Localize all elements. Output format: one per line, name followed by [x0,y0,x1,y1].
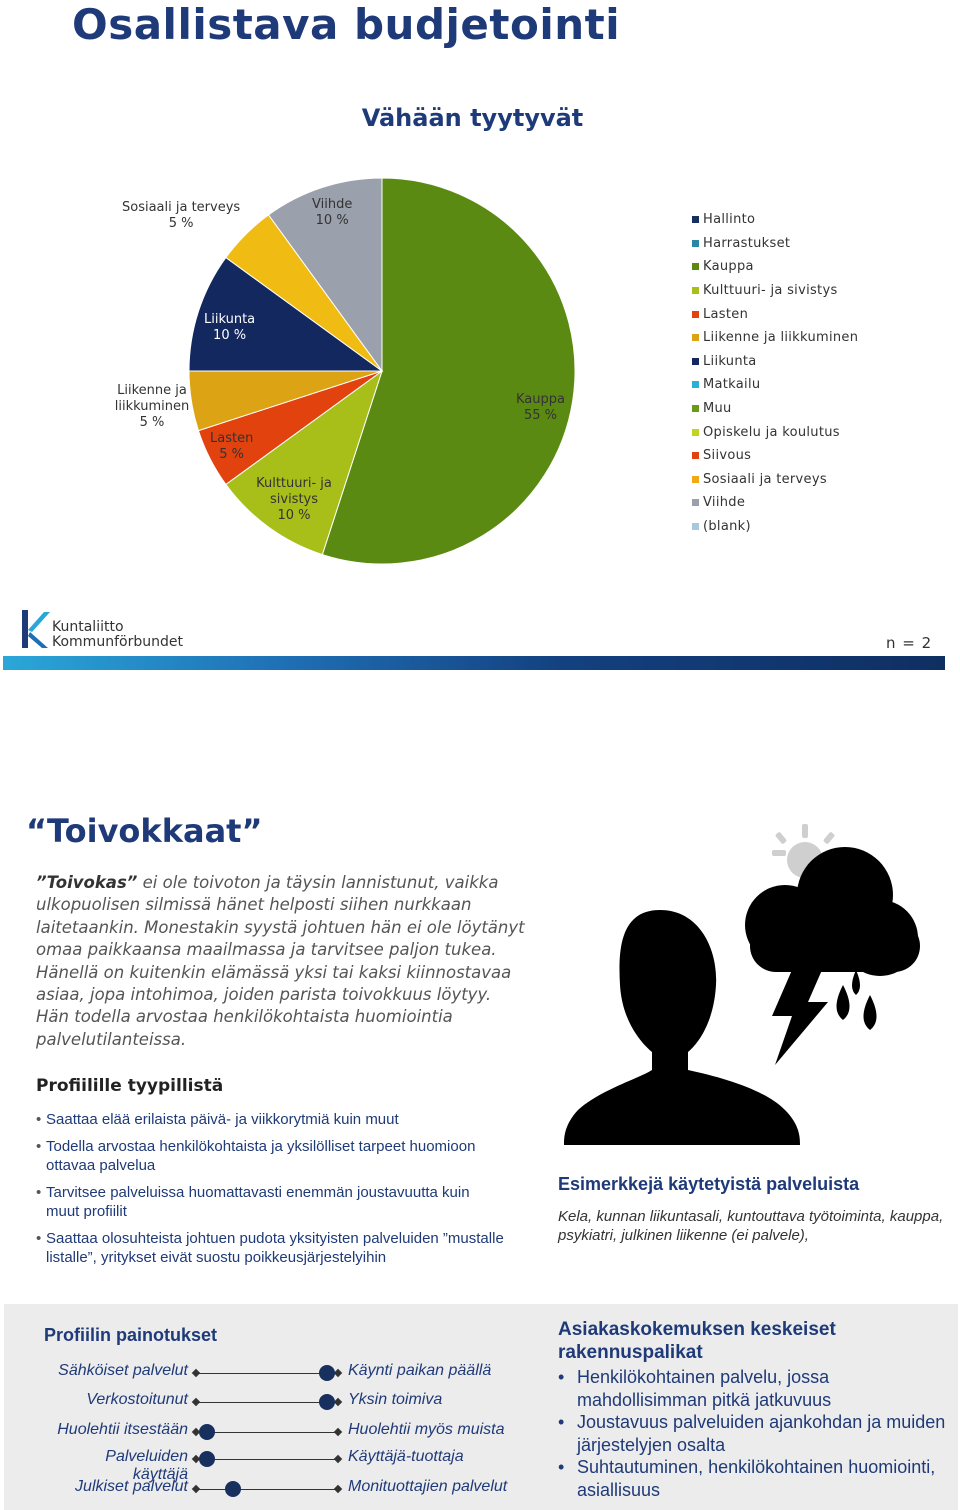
chart-title: Vähään tyytyvät [361,104,584,132]
legend-item [692,279,858,303]
title-text: Toivokkaat [47,812,242,850]
legend-swatch [692,476,699,483]
scale-right-label: Monituottajien palvelut [348,1478,508,1495]
pie-label-value: 10 % [277,508,311,523]
desc-lead: ”Toivokas” [36,873,138,892]
scale-marker [319,1365,335,1381]
pie-label-value: 5 % [139,415,165,430]
legend-label: Viihde [703,495,746,511]
logo-text [52,620,183,650]
scale-right-label: Käyttäjä-tuottaja [348,1448,464,1465]
list-item: • Tarvitsee palveluissa huomattavasti enemmän joustavuutta kuin muut profiilit [36,1183,506,1221]
scale-line [196,1489,338,1490]
building-blocks-heading: Asiakaskokemuksen keskeiset rakennuspalikat [558,1319,836,1363]
pie-label-name: Kauppa [516,392,565,407]
legend-item [692,373,858,397]
pie-label-name: Liikenne ja liikkuminen [114,383,190,414]
pie-label-value: 5 % [168,216,194,231]
legend-label: Kulttuuri- ja sivistys [703,283,838,299]
legend-swatch [692,381,699,388]
legend-item [692,468,858,492]
scale-right-label: Yksin toimiva [348,1391,443,1408]
scale-left-label: Sähköiset palvelut [58,1362,188,1379]
pie-label-value: 5 % [219,447,245,462]
profile-description [36,872,526,1051]
gradient-divider [3,656,945,670]
desc-rest: ei ole toivoton ja täysin lannistunut, vaikka ulkopuolisen silmissä hänet helposti siihen nurkkaan laitetaankin. Monestakin syystä johtuen hän ei ole löytänyt omaa paikkaansa maailmassa ja tarvitsee paljon tukea. Hänellä on kuitenkin elämässä yksi tai kaksi kiinnostavaa asiaa, jopa intohimoa, joiden parista toivokkuus löytyy. Hän todella arvostaa henkilökohtaista huomiointia palvelutilanteissa. [36,873,525,1049]
legend-swatch [692,287,699,294]
scale-left-label: Huolehtii itsestään [57,1421,188,1438]
legend-item [692,326,858,350]
legend-label: Kauppa [703,259,754,275]
legend-swatch [692,452,699,459]
pie-label-liikunta [204,312,255,344]
scale-left-label: Julkiset palvelut [75,1478,188,1495]
legend-item [692,515,858,539]
pie-label-kulttuuri [252,476,336,524]
legend-item [692,491,858,515]
kuntaliitto-logo-icon [18,608,52,650]
legend-item [692,255,858,279]
legend-label: Lasten [703,306,749,322]
scale-left-label: Palveluiden käyttäjä [105,1448,188,1483]
title-open-quote: “ [26,812,48,850]
list-item: • Todella arvostaa henkilökohtaista ja yksilölliset tarpeet huomioon ottavaa palvelua [36,1137,506,1175]
legend-label: Matkailu [703,377,761,393]
pie-label-liikenne [112,383,192,431]
typical-list [36,1110,506,1275]
emphasis-heading: Profiilin painotukset [44,1325,218,1345]
legend-label: Liikenne ja liikkuminen [703,330,859,346]
legend-label: Muu [703,401,732,417]
building-blocks-list [558,1366,953,1501]
scale-line [196,1459,338,1460]
legend-swatch [692,263,699,270]
list-item: • Joustavuus palveluiden ajankohdan ja muiden järjestelyjen osalta [558,1411,953,1456]
pie-label-name: Kulttuuri- ja sivistys [256,476,332,507]
pie-label-value: 10 % [315,213,349,228]
list-item: • Suhtautuminen, henkilökohtainen huomiointi, asiallisuus [558,1456,953,1501]
pie-label-value: 10 % [213,328,247,343]
chart-legend [692,208,858,538]
pie-label-name: Sosiaali ja terveys [122,200,241,215]
sample-size: n = 2 [886,634,933,652]
pie-label-sosiaali [122,200,240,232]
person-storm-cloud-icon [560,820,930,1150]
legend-label: Opiskelu ja koulutus [703,424,840,440]
scale-marker [319,1394,335,1410]
legend-swatch [692,358,699,365]
examples-heading: Esimerkkejä käytetyistä palveluista [558,1174,860,1194]
legend-swatch [692,216,699,223]
logo-line-1: Kuntaliitto [52,619,124,635]
scale-right-label: Käynti paikan päällä [348,1362,492,1379]
list-item: • Henkilökohtainen palvelu, jossa mahdollisimman pitkä jatkuvuus [558,1366,953,1411]
legend-item [692,444,858,468]
legend-label: Siivous [703,448,752,464]
scale-line [196,1373,338,1374]
list-item: • Saattaa olosuhteista johtuen pudota yksityisten palveluiden ”mustalle listalle”, yritykset eivät suostu poikkeusjärjestelyihin [36,1229,506,1267]
pie-label-name: Lasten [210,431,254,446]
pie-label-lasten [210,431,253,463]
scale-left-label: Verkostoitunut [86,1391,188,1408]
legend-swatch [692,429,699,436]
pie-label-name: Viihde [312,197,353,212]
legend-swatch [692,499,699,506]
legend-item [692,302,858,326]
logo-line-2: Kommunförbundet [52,634,183,650]
legend-label: Sosiaali ja terveys [703,471,827,487]
typical-heading: Profiilille tyypillistä [36,1076,224,1096]
scale-line [196,1432,338,1433]
legend-swatch [692,311,699,318]
examples-text: Kela, kunnan liikuntasali, kuntouttava työtoiminta, kauppa, psykiatri, julkinen liikenne (ei palvele), [558,1208,944,1244]
pie-label-viihde [312,197,352,229]
pie-label-name: Liikunta [204,312,256,327]
legend-item [692,232,858,256]
title-close-quote: ” [241,812,263,850]
legend-swatch [692,405,699,412]
legend-label: (blank) [703,519,751,535]
legend-label: Liikunta [703,353,757,369]
list-item: • Saattaa elää erilaista päivä- ja viikkorytmiä kuin muut [36,1110,506,1129]
legend-item [692,208,858,232]
legend-swatch [692,240,699,247]
legend-label: Harrastukset [703,235,791,251]
pie-label-value: 55 % [523,408,557,423]
scale-line [196,1402,338,1403]
legend-swatch [692,334,699,341]
profile-title [26,812,262,850]
scale-marker [225,1481,241,1497]
legend-item [692,397,858,421]
legend-label: Hallinto [703,212,756,228]
scale-right-label: Huolehtii myös muista [348,1421,505,1438]
legend-item [692,350,858,374]
page-title: Osallistava budjetointi [72,0,621,49]
legend-swatch [692,523,699,530]
pie-chart [180,176,580,566]
pie-label-kauppa [516,392,565,424]
legend-item [692,420,858,444]
